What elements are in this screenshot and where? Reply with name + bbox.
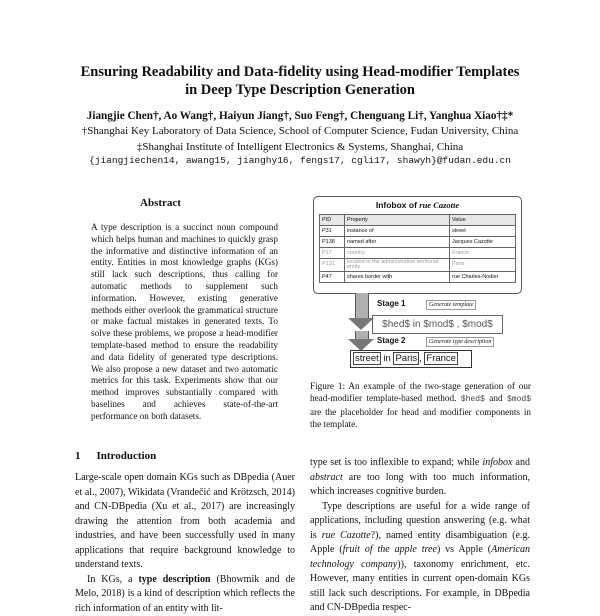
intro-paragraph-2 — [75, 573, 295, 616]
output-modifier-word: France — [424, 352, 458, 365]
infobox-title-prefix: Infobox of — [376, 200, 419, 210]
text-run: ?), named entity disambiguation (e.g. Apple ( — [310, 530, 530, 556]
cell-property: located in the administrative territorial entity — [345, 259, 450, 272]
term-abstract: abstract — [310, 472, 343, 483]
term-infobox: infobox — [482, 457, 512, 468]
generated-description-box — [350, 350, 472, 368]
output-comma: , — [419, 353, 422, 364]
section-title: Introduction — [97, 450, 157, 462]
column-header-pid: PID — [320, 215, 345, 226]
table-row — [320, 272, 516, 283]
cell-property: shares border with — [345, 272, 450, 283]
cell-property: instance of — [345, 226, 450, 237]
table-row — [320, 237, 516, 248]
text-run: are too long with too much information, which increases cognitive burden. — [310, 472, 530, 498]
text-run: In KGs, a — [87, 574, 138, 585]
cell-pid: P47 — [320, 272, 345, 283]
cell-value: street — [450, 226, 516, 237]
stage1-arrow-head-icon — [348, 318, 374, 330]
example-description: American technology company — [310, 544, 530, 570]
intro-left-column — [75, 471, 295, 616]
text-run: ) vs Apple ( — [437, 544, 491, 555]
cell-value: Paris — [450, 259, 516, 272]
figure-caption — [310, 380, 531, 430]
output-modifier-word: Paris — [393, 352, 419, 365]
text-run: and — [512, 457, 530, 468]
cell-property: country — [345, 248, 450, 259]
infobox-table — [319, 214, 516, 283]
title-line-1: Ensuring Readability and Data-fidelity using Head-modifier Templates — [40, 63, 560, 81]
cell-pid: P17 — [320, 248, 345, 259]
intro-paragraph-1: Large-scale open domain KGs such as DBpedia (Auer et al., 2007), Wikidata (Vrandečić and Krötzsch, 2014) and CN-DBpedia (Xu et al., 2017) are increasingly drawing the attention from both academia and industries, and have been successfully used in many applications that require background knowledge to understand texts. — [75, 471, 295, 573]
infobox-figure — [313, 196, 522, 294]
caption-mod-token: $mod$ — [507, 395, 531, 404]
section-heading — [75, 450, 156, 462]
table-row — [320, 226, 516, 237]
author-emails: {jiangjiechen14, awang15, jianghy16, fengs17, cgli17, shawyh}@fudan.edu.cn — [20, 154, 580, 168]
output-word: in — [383, 353, 390, 364]
stage1-label: Stage 1 — [377, 299, 405, 308]
stage1-arrow-shaft — [355, 293, 369, 319]
intro-paragraph-3 — [310, 456, 530, 500]
stage2-tag: Generate type description — [426, 337, 494, 347]
text-run: )), taxonomy enrichment, etc. However, many entities in current open-domain KGs still lack such descriptions. For example, in DBpedia and CN-DBpedia respec- — [310, 559, 530, 614]
cell-property: named after — [345, 237, 450, 248]
abstract-heading: Abstract — [88, 197, 233, 209]
stage1-tag: Generate template — [426, 300, 476, 310]
text-run: Type descriptions are useful for a wide range of applications, including question answering (e.g. what is — [310, 501, 530, 541]
infobox-header-row — [320, 215, 516, 226]
output-head-word: street — [353, 352, 381, 365]
stage2-label: Stage 2 — [377, 336, 405, 345]
text-run: type set is too inflexible to expand; while — [310, 457, 482, 468]
column-header-property: Property — [345, 215, 450, 226]
cell-pid: P131 — [320, 259, 345, 272]
text-run: (Bhowmik and de Melo, 2018) is a kind of description which reflects the rich information of an entity with lit- — [75, 574, 295, 614]
infobox-title — [314, 200, 521, 210]
affiliation-2: ‡Shanghai Institute of Intelligent Electronics & Systems, Shanghai, China — [20, 140, 580, 154]
section-number: 1 — [75, 450, 81, 462]
term-type-description: type description — [138, 574, 210, 585]
template-box: $hed$ in $mod$ , $mod$ — [372, 315, 503, 334]
abstract-text: A type description is a succinct noun compound which helps human and machines to quickly grasp the informative and distinctive information of an entity. Entities in most knowledge graphs (KGs) still lack such descriptions, thus calling for automatic methods to supplement such information. However, existing generative methods either overlook the grammatical structure or make factual mistakes in generated texts. To solve these problems, we propose a head-modifier template-based method to ensure the readability and data fidelity of generated type descriptions. We also propose a new dataset and two automatic metrics for this task. Experiments show that our method improves substantially compared with baselines and achieves state-of-the-art performance on both datasets. — [91, 222, 278, 423]
cell-value: Jacques Cazotte — [450, 237, 516, 248]
affiliation-1: †Shanghai Key Laboratory of Data Science, School of Computer Science, Fudan University, China — [20, 124, 580, 138]
title-line-2: in Deep Type Description Generation — [40, 81, 560, 99]
table-row — [320, 248, 516, 259]
example-entity: rue Cazotte — [322, 530, 371, 541]
table-row — [320, 259, 516, 272]
cell-pid: P138 — [320, 237, 345, 248]
cell-value: France — [450, 248, 516, 259]
author-list: Jiangjie Chen†, Ao Wang†, Haiyun Jiang†, Suo Feng†, Chenguang Li†, Yanghua Xiao†‡* — [20, 109, 580, 123]
caption-and: and — [485, 393, 507, 403]
example-description: fruit of the apple tree — [343, 544, 437, 555]
caption-part-1: Figure 1: An example of the two-stage generation of our head-modifier template-based method. — [310, 381, 531, 403]
caption-hed-token: $hed$ — [461, 395, 485, 404]
paper-title — [40, 63, 560, 99]
intro-paragraph-4 — [310, 500, 530, 616]
infobox-title-entity: rue Cazotte — [419, 200, 459, 210]
caption-part-2: are the placeholder for head and modifier components in the template. — [310, 407, 531, 429]
cell-value: rue Charles-Nodier — [450, 272, 516, 283]
cell-pid: P31 — [320, 226, 345, 237]
column-header-value: Value — [450, 215, 516, 226]
intro-right-column — [310, 456, 530, 616]
